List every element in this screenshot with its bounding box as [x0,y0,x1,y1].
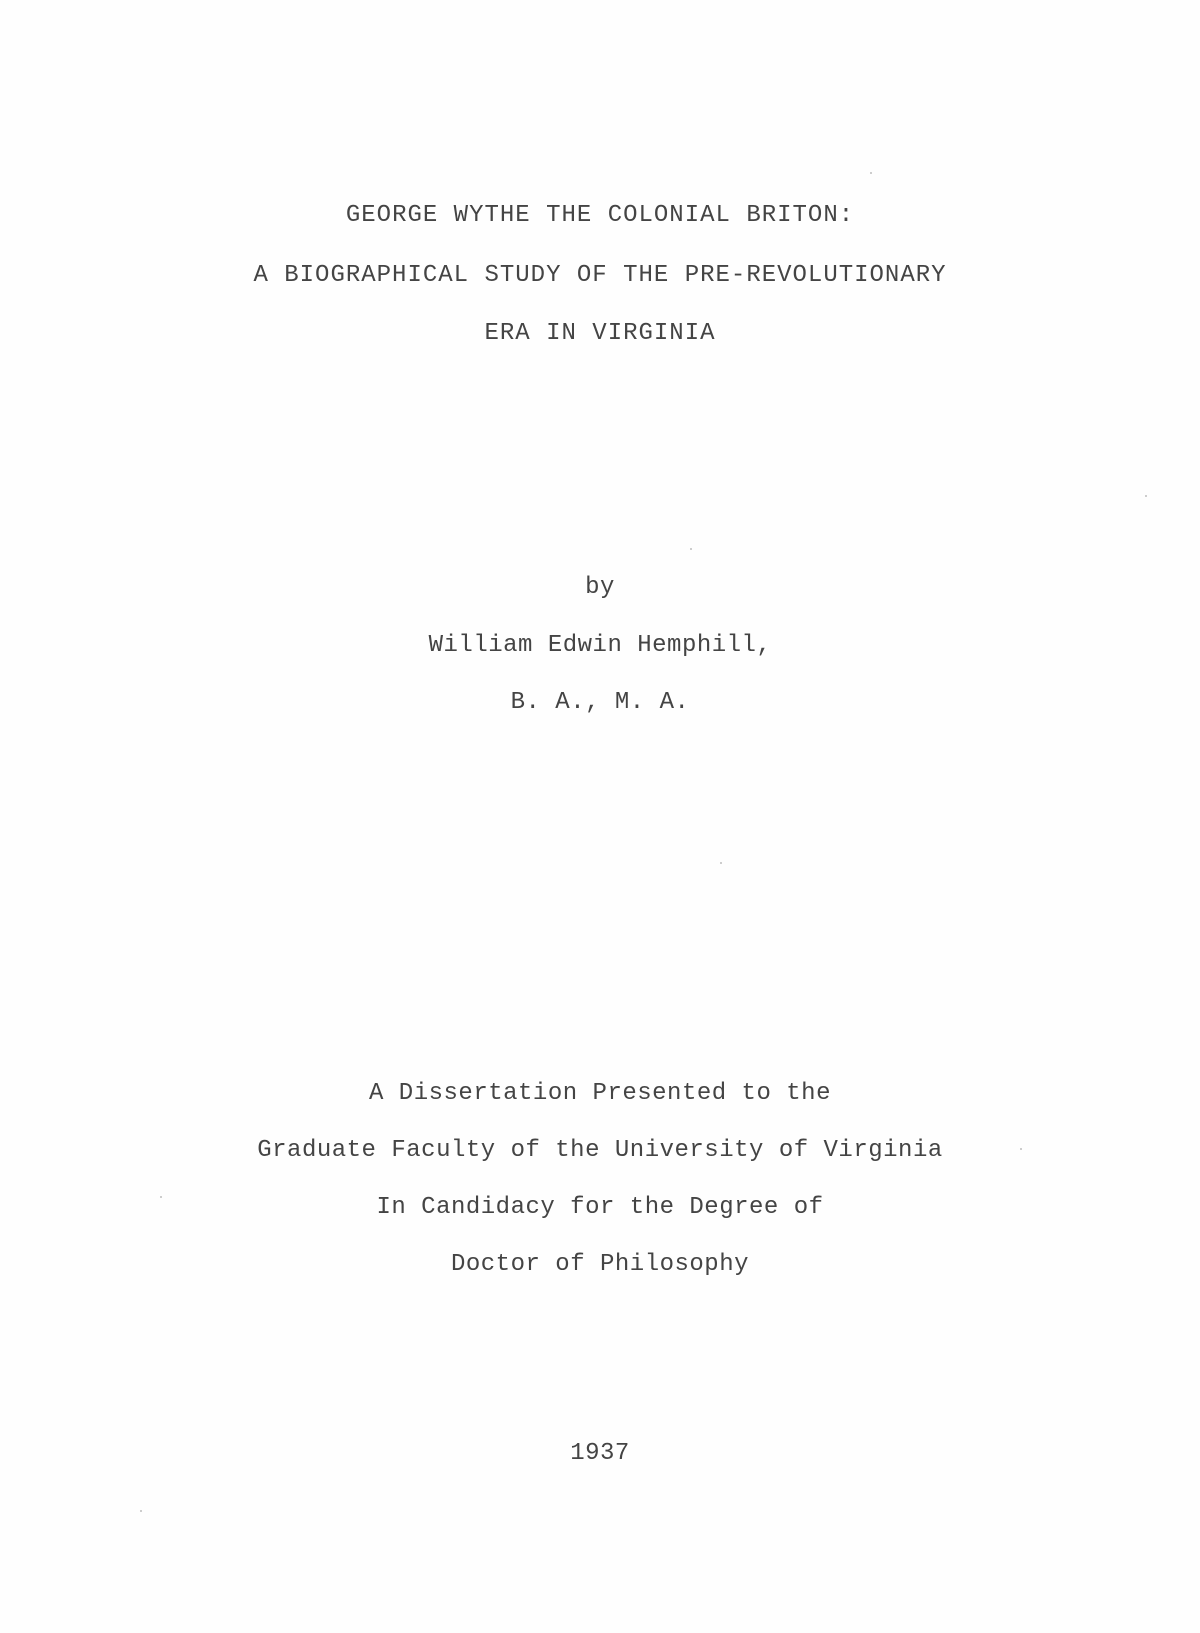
year: 1937 [570,1440,630,1467]
scan-speck [1020,1148,1022,1150]
statement-line-3: In Candidacy for the Degree of [376,1194,824,1221]
scan-speck [870,172,872,174]
author-name: William Edwin Hemphill, [428,632,772,659]
scan-speck [1145,495,1147,497]
scan-speck [160,1196,162,1198]
scan-speck [720,862,722,864]
title-line-3: ERA IN VIRGINIA [484,320,716,347]
title-line-1: GEORGE WYTHE THE COLONIAL BRITON: [345,202,855,229]
statement-line-2: Graduate Faculty of the University of Virginia [257,1137,943,1164]
statement-line-1: A Dissertation Presented to the [369,1080,831,1107]
statement-line-4: Doctor of Philosophy [450,1251,750,1278]
title-line-2: A BIOGRAPHICAL STUDY OF THE PRE-REVOLUTIONARY [253,262,947,289]
scan-speck [140,1510,142,1512]
author-degrees: B. A., M. A. [510,689,690,716]
scan-speck [690,548,692,550]
by-label: by [585,574,615,601]
